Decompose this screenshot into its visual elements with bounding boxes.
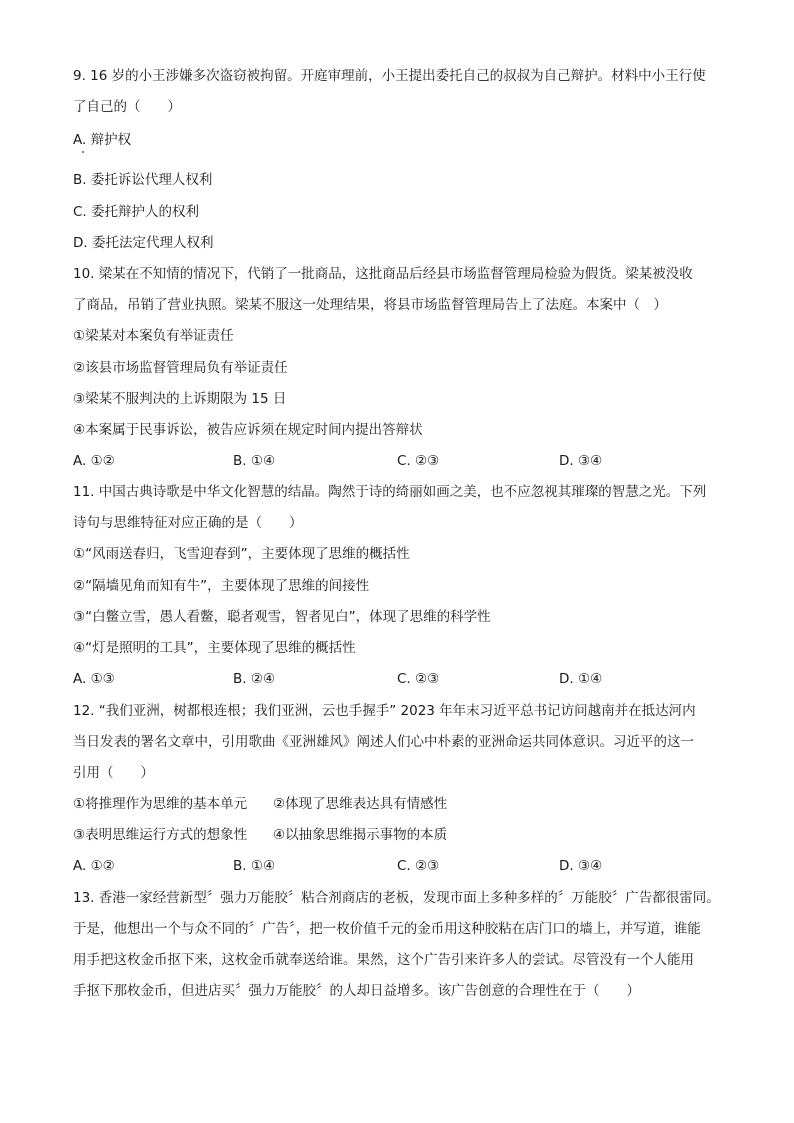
- q10-stem-line-2: 了商品，吊销了营业执照。梁某不服这一处理结果，将县市场监督管理局告上了法庭。本案中（ ）: [73, 297, 667, 313]
- q12-statement-1: ①将推理作为思维的基本单元: [73, 796, 248, 812]
- q12-stem-line-1: 12. “我们亚洲，树都根连根；我们亚洲，云也手握手” 2023 年年末习近平总书记访问越南并在抵达河内: [73, 703, 696, 719]
- q11-stem-line-1: 11. 中国古典诗歌是中华文化智慧的结晶。陶然于诗的绮丽如画之美，也不应忽视其璀璨的智慧之光。下列: [73, 484, 707, 500]
- q10-option-c: C. ②③: [397, 453, 440, 469]
- q10-stem-line-1: 10. 梁某在不知情的情况下，代销了一批商品，这批商品后经县市场监督管理局检验为假货。梁某被没收: [73, 266, 693, 282]
- q10-option-d: D. ③④: [559, 453, 603, 469]
- q13-stem-line-3: 用手把这枚金币抠下来，这枚金币就奉送给谁。果然，这个广告引来许多人的尝试。尽管没有一个人能用: [73, 952, 694, 968]
- q9-stem-line-2: 了自己的（ ）: [73, 99, 181, 115]
- q11-option-a: A. ①③: [73, 671, 115, 687]
- q12-option-d: D. ③④: [559, 858, 603, 874]
- q12-statement-3: ③表明思维运行方式的想象性: [73, 827, 248, 843]
- q11-statement-4: ④“灯是照明的工具”，主要体现了思维的概括性: [73, 640, 356, 656]
- q9-option-d: D. 委托法定代理人权利: [73, 235, 214, 251]
- q10-statement-2: ②该县市场监督管理局负有举证责任: [73, 360, 288, 376]
- q12-statement-4: ④以抽象思维揭示事物的本质: [273, 827, 448, 843]
- q10-statement-3: ③梁某不服判决的上诉期限为 15 日: [73, 391, 287, 407]
- q10-statement-4: ④本案属于民事诉讼，被告应诉须在规定时间内提出答辩状: [73, 422, 423, 438]
- q10-option-a: A. ①②: [73, 453, 115, 469]
- q12-option-b: B. ①④: [233, 858, 276, 874]
- stray-dot-mark: [82, 151, 84, 153]
- q13-stem-line-4: 手抠下那枚金币，但进店买〞强力万能胶〞的人却日益增多。该广告创意的合理性在于（ ）: [73, 983, 640, 999]
- q11-statement-2: ②“隔墙见角而知有牛”，主要体现了思维的间接性: [73, 578, 370, 594]
- q11-statement-3: ③“白鳖立雪，愚人看鳖，聪者观雪，智者见白”，体现了思维的科学性: [73, 609, 491, 625]
- q13-stem-line-1: 13. 香港一家经营新型〞强力万能胶〞粘合剂商店的老板，发现市面上多种多样的〞万能胶〞广告都很雷同。: [73, 890, 720, 906]
- q11-option-b: B. ②④: [233, 671, 276, 687]
- q11-stem-line-2: 诗句与思维特征对应正确的是（ ）: [73, 515, 303, 531]
- q9-option-b: B. 委托诉讼代理人权利: [73, 172, 213, 188]
- q13-stem-line-2: 于是，他想出一个与众不同的〞广告〞，把一枚价值千元的金币用这种胶粘在店门口的墙上，并写道，谁能: [73, 921, 701, 937]
- q9-option-a: A. 辩护权: [73, 132, 132, 148]
- q11-statement-1: ①“风雨送春归，飞雪迎春到”，主要体现了思维的概括性: [73, 546, 410, 562]
- q12-stem-line-3: 引用（ ）: [73, 765, 154, 781]
- q12-option-a: A. ①②: [73, 858, 115, 874]
- q10-statement-1: ①梁某对本案负有举证责任: [73, 328, 234, 344]
- q11-option-c: C. ②③: [397, 671, 440, 687]
- q9-stem-line-1: 9. 16 岁的小王涉嫌多次盗窃被拘留。开庭审理前，小王提出委托自己的叔叔为自己辩护。材料中小王行使: [73, 68, 706, 84]
- q12-stem-line-2: 当日发表的署名文章中，引用歌曲《亚洲雄风》阐述人们心中朴素的亚洲命运共同体意识。习近平的这一: [73, 734, 694, 750]
- q12-statement-2: ②体现了思维表达具有情感性: [273, 796, 448, 812]
- q10-option-b: B. ①④: [233, 453, 276, 469]
- q9-option-c: C. 委托辩护人的权利: [73, 204, 200, 220]
- q12-option-c: C. ②③: [397, 858, 440, 874]
- q11-option-d: D. ①④: [559, 671, 603, 687]
